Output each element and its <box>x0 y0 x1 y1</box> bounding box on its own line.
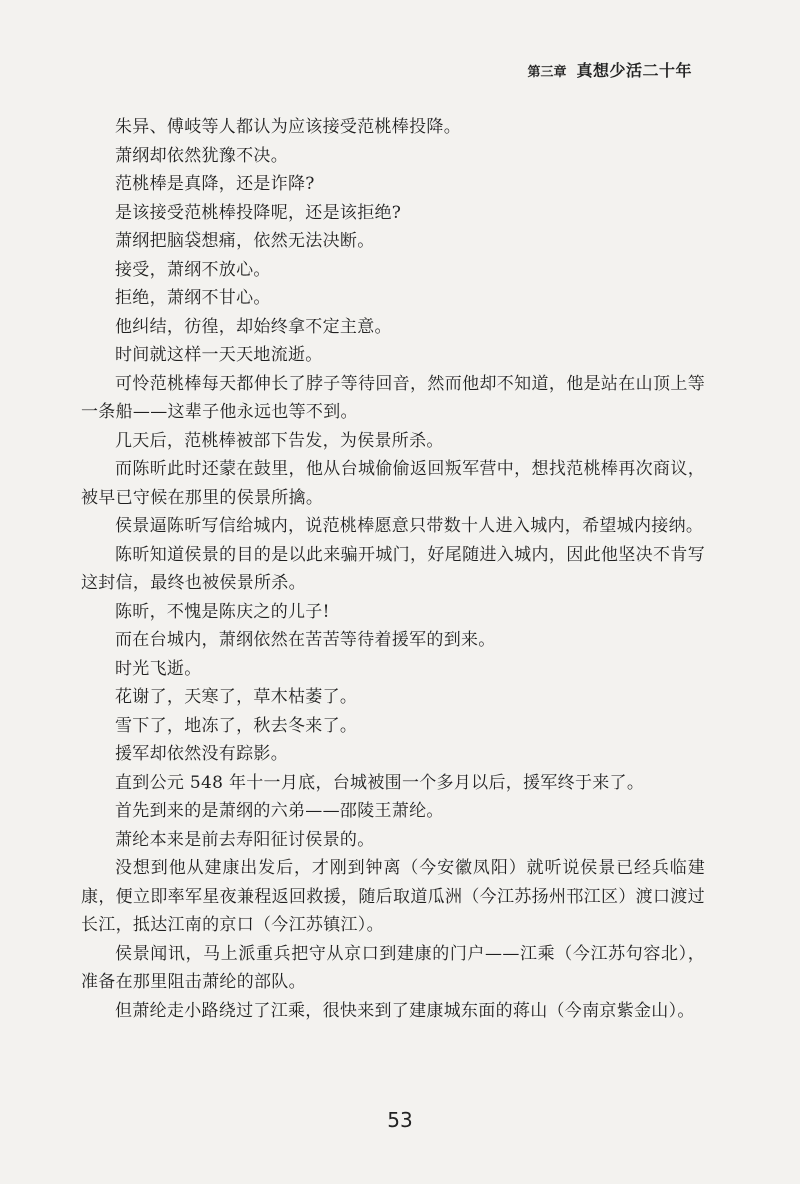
paragraph: 他纠结，彷徨，却始终拿不定主意。 <box>115 316 392 337</box>
paragraph: 时间就这样一天天地流逝。 <box>115 345 323 365</box>
paragraph: 范桃棒是真降，还是诈降? <box>115 174 315 194</box>
paragraph: 朱异、傅岐等人都认为应该接受范桃棒投降。 <box>115 117 461 137</box>
paragraph: 而在台城内，萧纲依然在苦苦等待着援军的到来。 <box>115 630 496 650</box>
paragraph: 没想到他从建康出发后，才刚到钟离（今安徽凤阳）就听说侯景已经兵临建康，便立即率军星夜兼程返回救援，随后取道瓜洲（今江苏扬州邗江区）渡口渡过长江，抵达江南的京口（今江苏镇江）。 <box>81 858 705 935</box>
paragraph: 雪下了，地冻了，秋去冬来了。 <box>115 715 358 736</box>
chapter-title: 真想少活二十年 <box>576 61 692 80</box>
running-header <box>527 58 692 81</box>
paragraph: 直到公元 548 年十一月底，台城被围一个多月以后，援军终于来了。 <box>115 772 645 793</box>
paragraph: 接受，萧纲不放心。 <box>115 259 271 280</box>
paragraph: 可怜范桃棒每天都伸长了脖子等待回音，然而他却不知道，他是站在山顶上等一条船——这辈子他永远也等不到。 <box>81 373 705 422</box>
paragraph: 陈昕知道侯景的目的是以此来骗开城门，好尾随进入城内，因此他坚决不肯写这封信，最终也被侯景所杀。 <box>81 544 705 593</box>
body-text <box>81 113 705 1025</box>
paragraph: 萧纶本来是前去寿阳征讨侯景的。 <box>115 829 375 850</box>
paragraph: 时光飞逝。 <box>115 658 202 679</box>
paragraph: 花谢了，天寒了，草木枯萎了。 <box>115 687 358 707</box>
paragraph: 陈昕，不愧是陈庆之的儿子! <box>115 601 330 622</box>
paragraph: 侯景逼陈昕写信给城内，说范桃棒愿意只带数十人进入城内，希望城内接纳。 <box>115 516 704 536</box>
paragraph: 首先到来的是萧纲的六弟——邵陵王萧纶。 <box>115 801 444 821</box>
page-number: 53 <box>387 1108 413 1132</box>
chapter-label: 第三章 <box>527 65 567 80</box>
paragraph: 萧纲却依然犹豫不决。 <box>115 145 288 166</box>
paragraph: 侯景闻讯，马上派重兵把守从京口到建康的门户——江乘（今江苏句容北），准备在那里阻击萧纶的部队。 <box>81 943 705 992</box>
paragraph: 援军却依然没有踪影。 <box>115 744 288 764</box>
paragraph: 几天后，范桃棒被部下告发，为侯景所杀。 <box>115 430 444 451</box>
paragraph: 而陈昕此时还蒙在鼓里，他从台城偷偷返回叛军营中，想找范桃棒再次商议，被早已守候在那里的侯景所擒。 <box>81 459 705 508</box>
paragraph: 但萧纶走小路绕过了江乘，很快来到了建康城东面的蒋山（今南京紫金山）。 <box>115 1000 695 1021</box>
paragraph: 拒绝，萧纲不甘心。 <box>115 288 271 308</box>
paragraph: 萧纲把脑袋想痛，依然无法决断。 <box>115 231 375 251</box>
paragraph: 是该接受范桃棒投降呢，还是该拒绝? <box>115 202 402 223</box>
